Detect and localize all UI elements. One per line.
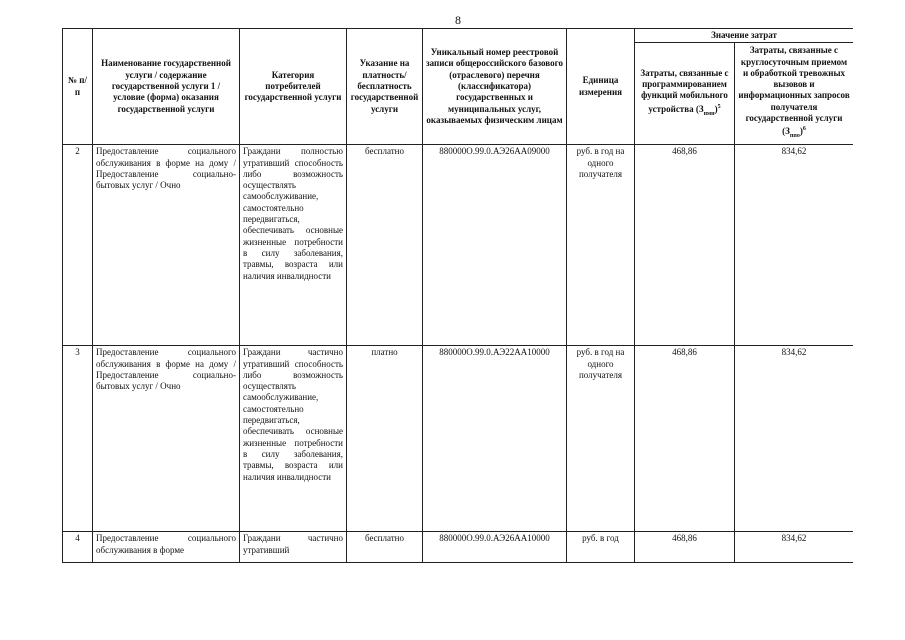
cell-category: Граждани частично утративший [240,532,347,563]
cell-cost-mobile: 468,86 [635,145,735,346]
cell-service-name: Предоставление социального обслуживания в форме на дому / Предоставление социально-бытовых услуг / Очно [93,145,240,346]
header-cost-mobile: Затраты, связанные с программированием функций мобильного устройства $(З_{пмн})^5$ [635,43,735,145]
cell-payment: бесплатно [347,532,423,563]
cell-registry-number: 880000О.99.0.АЭ22АА10000 [423,346,567,532]
cell-unit: руб. в год [567,532,635,563]
cell-service-name: Предоставление социального обслуживания в форме [93,532,240,563]
cell-category: Граждани частично утративший способность либо возможность осуществлять самообслуживание, самостоятельно передвигаться, обеспечивать основные жизненные потребности в силу заболевания, травмы, возраста или наличия инвалидности [240,346,347,532]
page-number: 8 [455,13,461,27]
table-row [63,346,854,532]
cost-table [62,28,853,563]
header-registry-number: Уникальный номер реестровой записи общероссийского базового (отраслевого) перечня (классификатора) государственных и муниципальных услуг, оказываемых физическим лицам [423,29,567,145]
cell-payment: бесплатно [347,145,423,346]
header-cost-group: Значение затрат [635,29,854,43]
cell-cost-alarm: 834,62 [735,145,854,346]
cell-cost-mobile: 468,86 [635,532,735,563]
cell-cost-alarm: 834,62 [735,532,854,563]
cell-registry-number: 880000О.99.0.АЭ26АА09000 [423,145,567,346]
cell-no: 2 [63,145,93,346]
header-cost-alarm: Затраты, связанные с круглосуточным приемом и обработкой тревожных вызовов и информационных запросов получателя государственной услуги $(З_{ппо})^6$ [735,43,854,145]
cell-no: 4 [63,532,93,563]
header-category: Категория потребителей государственной услуги [240,29,347,145]
header-row-1 [63,29,854,43]
cell-cost-mobile: 468,86 [635,346,735,532]
cell-payment: платно [347,346,423,532]
cost-table-container [62,28,853,580]
header-unit: Единица измерения [567,29,635,145]
header-service-name: Наименование государственной услуги / содержание государственной услуги 1 / условие (форма) оказания государственной услуги [93,29,240,145]
cell-unit: руб. в год на одного получателя [567,346,635,532]
cell-cost-alarm: 834,62 [735,346,854,532]
cell-service-name: Предоставление социального обслуживания в форме на дому / Предоставление социально-бытовых услуг / Очно [93,346,240,532]
cell-category: Граждани полностью утративший способность либо возможность осуществлять самообслуживание, самостоятельно передвигаться, обеспечивать основные жизненные потребности в силу заболевания, травмы, возраста или наличия инвалидности [240,145,347,346]
cell-unit: руб. в год на одного получателя [567,145,635,346]
table-row [63,532,854,563]
table-row [63,145,854,346]
header-no: № п/п [63,29,93,145]
cell-registry-number: 880000О.99.0.АЭ26АА10000 [423,532,567,563]
header-payment: Указание на платность/ бесплатность государственной услуги [347,29,423,145]
cell-no: 3 [63,346,93,532]
